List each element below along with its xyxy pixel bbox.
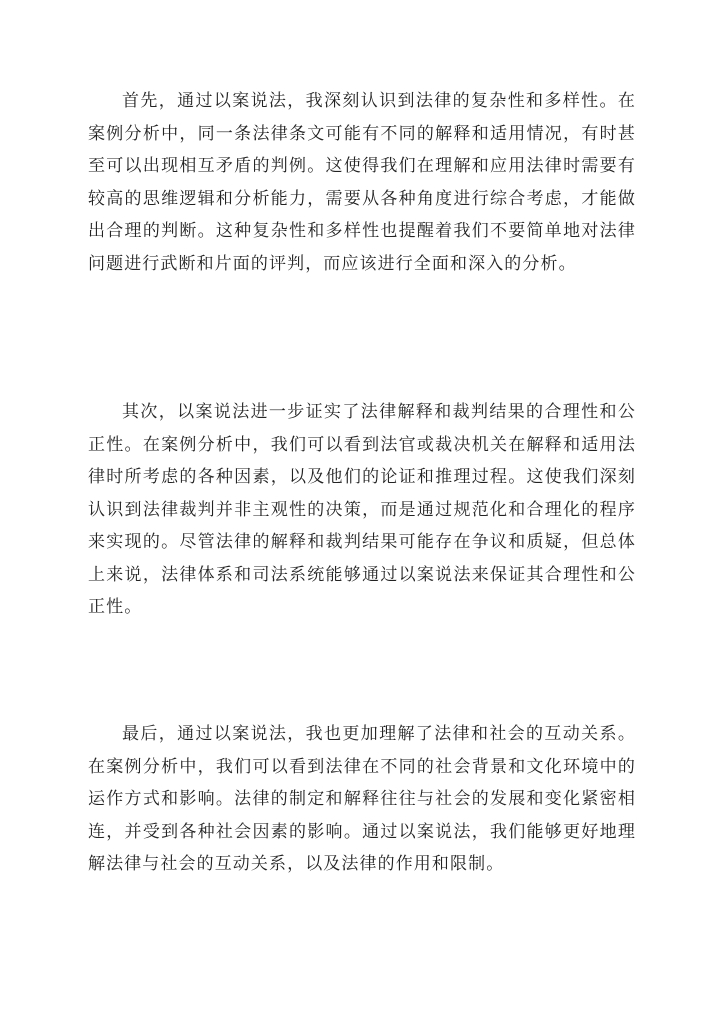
paragraph-second: 其次，以案说法进一步证实了法律解释和裁判结果的合理性和公正性。在案例分析中，我们可以看到法官或裁决机关在解释和适用法律时所考虑的各种因素，以及他们的论证和推理过程。这使我们深刻认识到法律裁判并非主观性的决策，而是通过规范化和合理化的程序来实现的。尽管法律的解释和裁判结果可能存在争议和质疑，但总体上来说，法律体系和司法系统能够通过以案说法来保证其合理性和公正性。 [88, 402, 636, 617]
paragraph-third: 最后，通过以案说法，我也更加理解了法律和社会的互动关系。在案例分析中，我们可以看到法律在不同的社会背景和文化环境中的运作方式和影响。法律的制定和解释往往与社会的发展和变化紧密相连，并受到各种社会因素的影响。通过以案说法，我们能够更好地理解法律与社会的互动关系，以及法律的作用和限制。 [88, 724, 636, 874]
paragraph-first: 首先，通过以案说法，我深刻认识到法律的复杂性和多样性。在案例分析中，同一条法律条文可能有不同的解释和适用情况，有时甚至可以出现相互矛盾的判例。这使得我们在理解和应用法律时需要有较高的思维逻辑和分析能力，需要从各种角度进行综合考虑，才能做出合理的判断。这种复杂性和多样性也提醒着我们不要简单地对法律问题进行武断和片面的评判，而应该进行全面和深入的分析。 [88, 91, 636, 274]
